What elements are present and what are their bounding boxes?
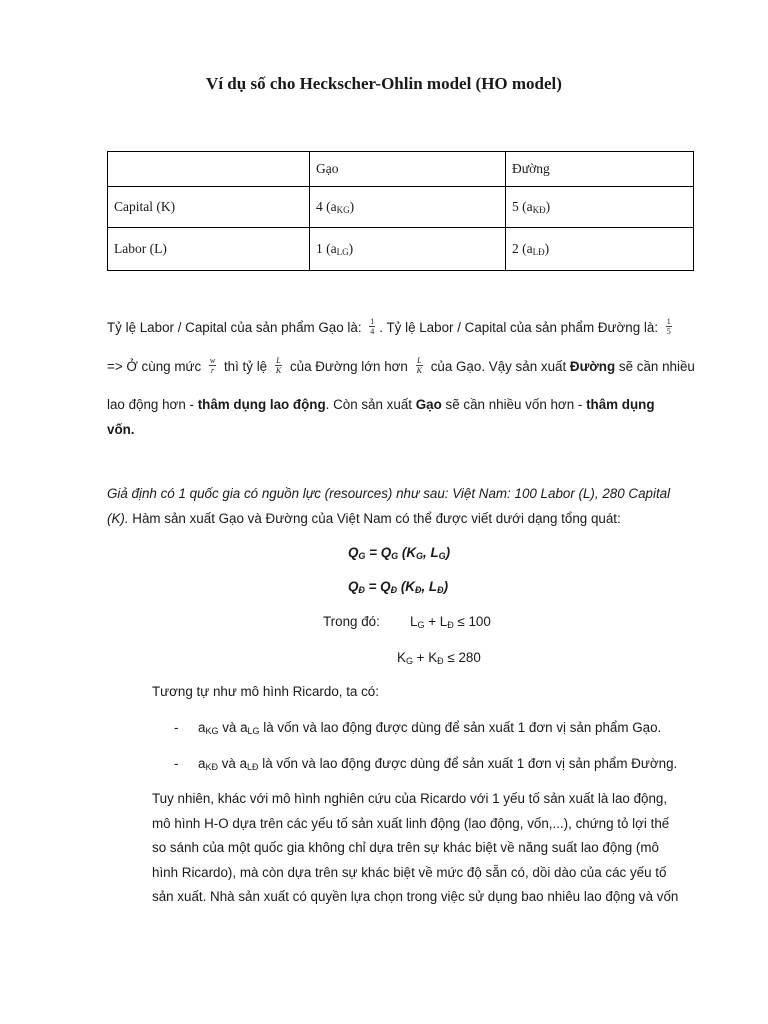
cell-subscript: KG <box>336 205 350 215</box>
para-text: của Gạo. Vậy sản xuất <box>430 359 567 375</box>
cell-value: 1 (a <box>316 241 337 256</box>
bullet-subscript: KG <box>205 726 219 736</box>
assumption-line-1: Giả định có 1 quốc gia có nguồn lực (resources) như sau: Việt Nam: 100 Labor (L), 280 Capital <box>107 486 671 501</box>
bold-duong: Đường <box>569 359 616 375</box>
closing-line: so sánh của một quốc gia không chỉ dựa trên sự khác biệt về năng suất lao động (mô <box>152 840 659 855</box>
cell-subscript: KĐ <box>532 205 546 215</box>
where-label: Trong đó: <box>323 614 380 629</box>
fraction-numerator: L <box>276 356 281 365</box>
bullet-subscript: LG <box>247 726 260 736</box>
fraction-denominator: K <box>416 366 422 375</box>
para-text: => Ở cùng mức <box>107 359 202 375</box>
fraction-numerator: 1 <box>666 317 671 326</box>
fraction-denominator: 4 <box>370 327 375 336</box>
table-header-cell <box>108 152 310 187</box>
bullet-mid: và a <box>222 720 248 735</box>
fraction-denominator: r <box>210 366 215 375</box>
fraction-duong <box>666 317 672 336</box>
para-text: sẽ cần nhiều vốn hơn - <box>445 397 583 412</box>
para-text: sẽ cần nhiều <box>618 359 695 375</box>
cell-value: 4 (a <box>316 199 337 214</box>
table-header-cell: Gạo <box>310 152 506 187</box>
close-paren: ) <box>545 199 551 214</box>
conclusion-line-2 <box>107 396 655 414</box>
closing-line: sản xuất. Nhà sản xuất có quyền lựa chọn trong việc sử dụng bao nhiêu lao động và vốn <box>152 889 679 904</box>
cell-value: 5 (a <box>512 199 533 214</box>
table-cell-label: Labor (L) <box>108 228 310 271</box>
table-cell <box>506 187 694 228</box>
para-text: của Đường lớn hơn <box>289 359 408 375</box>
bullet-text: là vốn và lao động được dùng để sản xuất 1 đơn vị sản phẩm Gạo. <box>263 720 662 735</box>
para-text-italic: (K). <box>107 511 129 526</box>
para-text: thì tỷ lệ <box>223 359 268 375</box>
fraction-w-r <box>209 356 216 375</box>
fraction-l-k <box>416 356 423 375</box>
close-paren: ) <box>348 241 354 256</box>
list-item: $a_{KĐ}$ và $a_{LĐ}$ là vốn và lao động được dùng để sản xuất 1 đơn vị sản phẩm Đường. <box>198 756 678 772</box>
table-cell-label: Capital (K) <box>108 187 310 228</box>
table-row <box>108 187 694 228</box>
fraction-gao <box>369 317 375 336</box>
para-text: Tỷ lệ Labor / Capital của sản phẩm Gạo là: <box>107 320 362 336</box>
table-header-cell: Đường <box>506 152 694 187</box>
bullet-mid: và a <box>221 756 248 771</box>
table-cell <box>310 228 506 271</box>
cell-value: 2 (a <box>512 241 533 256</box>
para-text: Hàm sản xuất Gạo và Đường của Việt Nam có thể được viết dưới dạng tổng quát: <box>128 511 621 526</box>
para-text: . Còn sản xuất <box>325 397 412 412</box>
close-paren: ) <box>349 199 355 214</box>
bullet-subscript: KĐ <box>205 762 218 772</box>
bullet-subscript: LĐ <box>247 762 259 772</box>
equation-gao: $Q_G = Q_G$ ($K_G$, $L_G$) <box>348 545 451 561</box>
bullet-text: là vốn và lao động được dùng để sản xuất 1 đơn vị sản phẩm Đường. <box>262 756 678 771</box>
list-item: $a_{KG}$ và $a_{LG}$ là vốn và lao động được dùng để sản xuất 1 đơn vị sản phẩm Gạo. <box>198 720 662 736</box>
labor-constraint: $L_G + L_Đ \le 100$ <box>410 614 491 630</box>
fraction-denominator: K <box>275 366 282 375</box>
equation-duong: $Q_Đ = Q_Đ$ ($K_Đ$, $L_Đ$) <box>348 579 449 595</box>
factor-table <box>107 151 694 271</box>
table-header-row <box>108 152 694 187</box>
bullet-dash: - <box>174 756 179 771</box>
bold-labor-intensive: thâm dụng lao động <box>197 397 326 412</box>
capital-constraint: $K_G + K_Đ \le 280$ <box>397 650 481 666</box>
bullet-dash: - <box>174 720 179 735</box>
bold-gao: Gạo <box>415 397 442 412</box>
table-cell <box>506 228 694 271</box>
ricardo-intro: Tương tự như mô hình Ricardo, ta có: <box>152 684 379 699</box>
conclusion-line-3 <box>107 421 135 439</box>
table-row <box>108 228 694 271</box>
assumption-line-2 <box>107 510 621 528</box>
fraction-numerator: 1 <box>370 317 375 326</box>
conclusion-line-1 <box>107 358 695 377</box>
cell-subscript: LĐ <box>532 247 545 257</box>
para-text: lao động hơn - <box>107 397 194 412</box>
table-cell <box>310 187 506 228</box>
closing-line: Tuy nhiên, khác với mô hình nghiên cứu của Ricardo với 1 yếu tố sản xuất là lao động, <box>152 791 668 806</box>
close-paren: ) <box>544 241 550 256</box>
closing-line: mô hình H-O dựa trên các yếu tố sản xuất linh động (lao động, vốn,...), chứng tỏ lợi thế <box>152 816 670 831</box>
fraction-denominator: 5 <box>666 327 671 336</box>
fraction-numerator: L <box>417 356 422 365</box>
fraction-l-k <box>275 356 282 375</box>
para-text: . Tỷ lệ Labor / Capital của sản phẩm Đường là: <box>379 320 659 336</box>
bold-capital-intensive-end: vốn. <box>107 422 135 437</box>
closing-line: hình Ricardo), mà còn dựa trên sự khác biệt về mức độ sẵn có, dồi dào của các yếu tố <box>152 865 667 880</box>
cell-subscript: LG <box>336 247 349 257</box>
fraction-numerator: w <box>209 356 216 365</box>
labor-capital-ratio-paragraph <box>107 319 676 338</box>
page-title: Ví dụ số cho Heckscher-Ohlin model (HO model) <box>206 74 562 93</box>
bold-capital-intensive: thâm dụng <box>586 397 655 412</box>
